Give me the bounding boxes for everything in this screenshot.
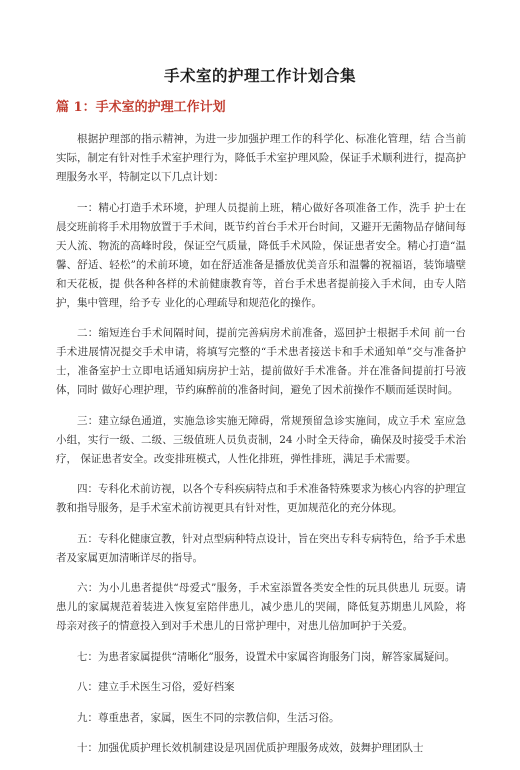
document-title: 手术室的护理工作计划合集 — [163, 66, 356, 85]
paragraph-10: 十：加强优质护理长效机制建设是巩固优质护理服务成效，鼓舞护理团队士 — [77, 742, 424, 754]
paragraph-5: 五：专科化健康宣教，针对点型病种特点设计，旨在突出专科专病特色，给予手术患者及家属更加清晰详尽的指导。 — [56, 532, 466, 564]
paragraph-intro: 根据护理部的指示精神，为进一步加强护理工作的科学化、标准化管理，结 合当前实际，制定有针对性手术室护理行为，降低手术室护理风险，保证手术顺利进行，提高护 理服务水平，特制定以下几点计划： — [56, 133, 466, 183]
paragraph-7: 七：为患者家属提供“清晰化”服务，设置术中家属咨询服务门岗，解答家属疑问。 — [77, 650, 456, 663]
body-text — [56, 130, 466, 770]
paragraph-8: 八：建立手术医生习俗，爱好档案 — [77, 681, 235, 693]
section-heading: 篇 1：手术室的护理工作计划 — [56, 100, 226, 115]
paragraph-1: 一：精心打造手术环境，护理人员提前上班，精心做好各项准备工作，洗手 护士在晨交班前将手术用物放置于手术间，既节约首台手术开台时间，又避开无菌物品存储间每 天人流、物流的高峰时段，保证空气质量，降低手术风险，保证患者安全。精心打造“温馨、舒适、轻松”的术前环境，如在舒适准备是播放优美音乐和温馨的祝福语，装饰墙壁和天花板，提 供各种各样的术前健康教育等，首台手术患者提前接入手术间，由专人陪护，集中管理，给予专 业化的心理疏导和规范化的操作。 — [56, 201, 466, 309]
paragraph-9: 九：尊重患者，家属，医生不同的宗教信仰，生活习俗。 — [77, 711, 340, 724]
paragraph-4: 四：专科化术前访视，以各个专科疾病特点和手术准备特殊要求为核心内容的护理宣教和指导服务，是手术室术前访视更具有针对性，更加规范化的充分体现。 — [56, 483, 466, 514]
paragraph-3: 三：建立绿色通道，实施急诊实施无障碍，常规预留急诊实施间，成立手术 室应急小组，实行一级、二级、三级值班人员负责制，24 小时全天待命，确保及时接受手术治疗， 保证患者安全。改变排班模式，人性化排班，弹性排班，满足手术需要。 — [56, 414, 466, 465]
paragraph-2: 二：缩短连台手术间隔时间，提前完善病房术前准备，巡回护士根据手术间 前一台手术进展情况提交手术申请，将填写完整的“手术患者接送卡和手术通知单”交与准备护 士，准备室护士立即电话通知病房护士站，提前做好手术准备。并在准备间提前打号液体，同时 做好心理护理，节约麻醉前的准备时间，避免了因术前操作不顺而延误时间。 — [56, 327, 466, 396]
paragraph-6: 六：为小儿患者提供“母爱式”服务，手术室添置各类安全性的玩具供患儿 玩耍。请患儿的家属规范着装进入恢复室陪伴患儿，减少患儿的哭闹，降低复苏期患儿风险，将 母亲对孩子的情意投入到对手术患儿的日常护理中，对患儿倍加呵护于关爱。 — [56, 582, 466, 632]
